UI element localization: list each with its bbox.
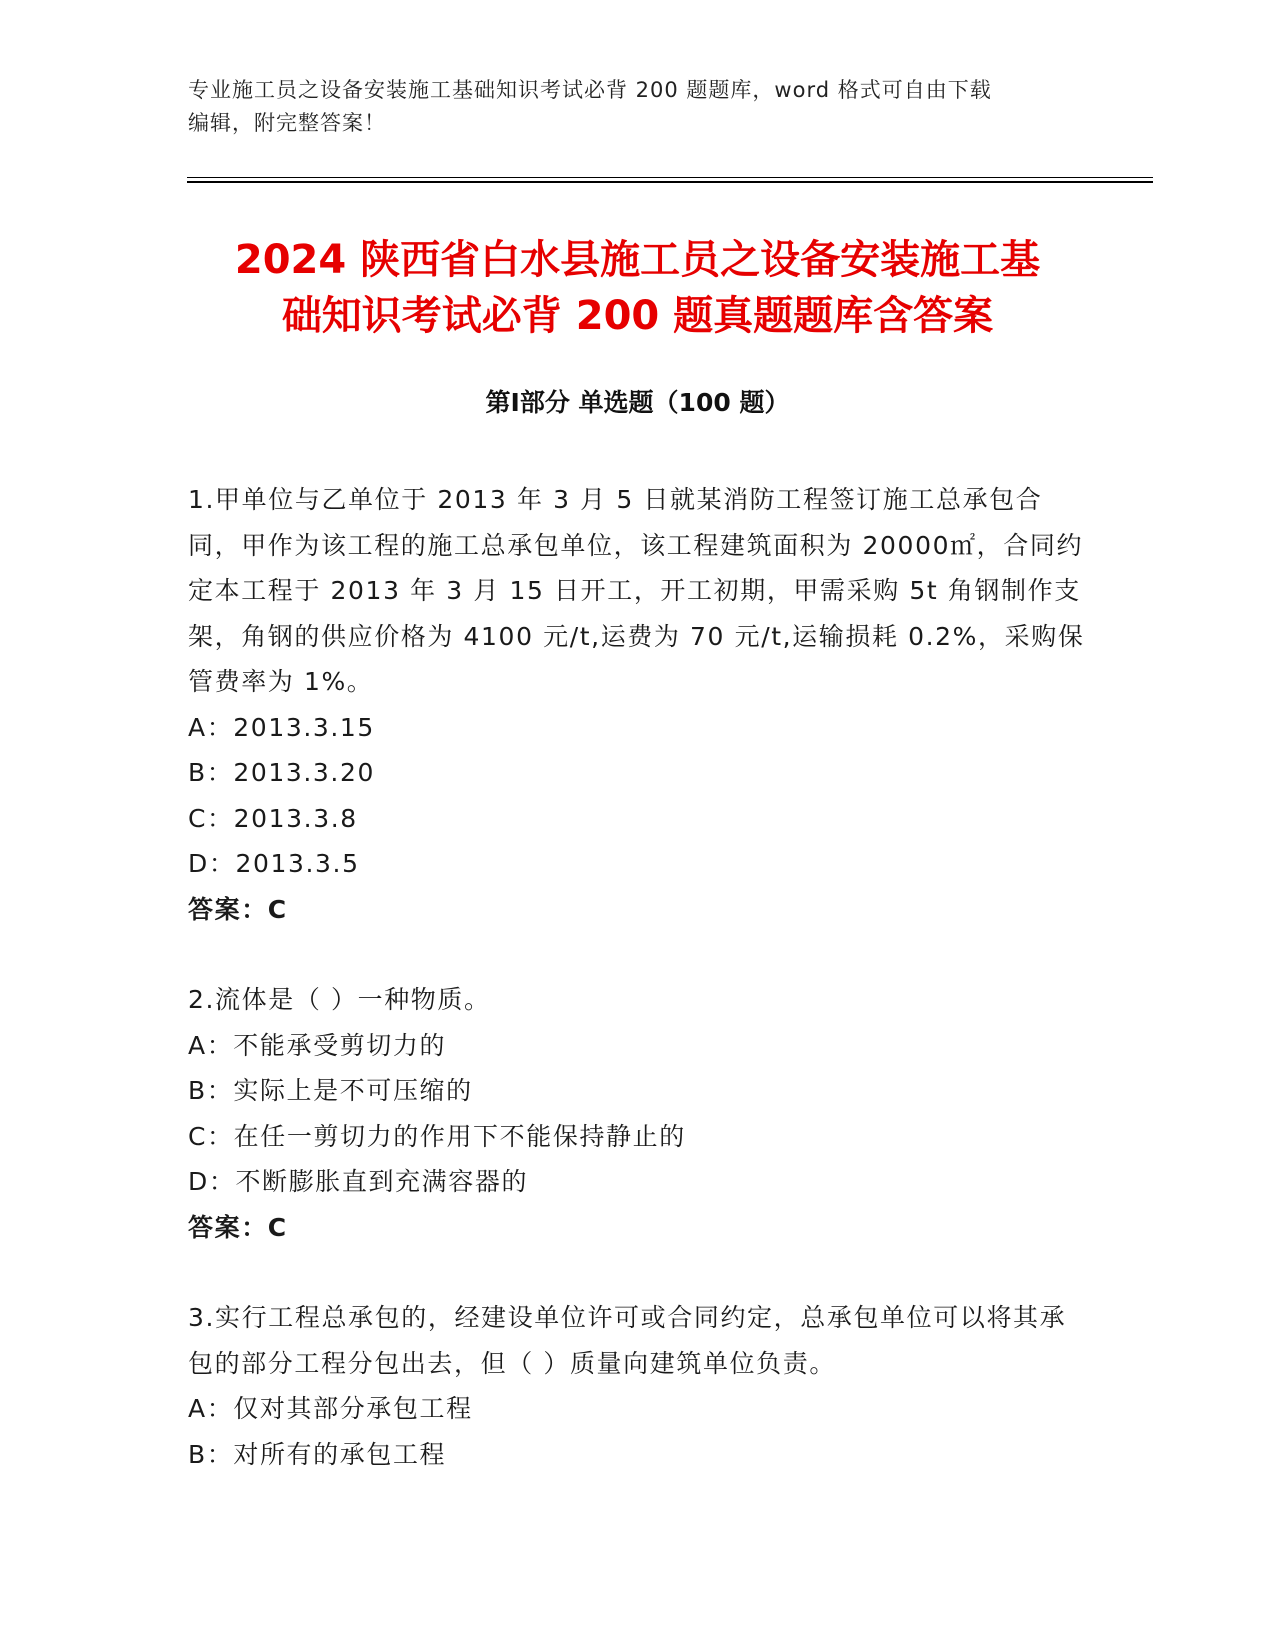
section-title: 第Ⅰ部分 单选题（100 题）: [485, 388, 790, 417]
question-list: [188, 477, 1088, 1522]
question-stem: 1.甲单位与乙单位于 2013 年 3 月 5 日就某消防工程签订施工总承包合同，甲作为该工程的施工总承包单位，该工程建筑面积为 20000㎡，合同约定本工程于 2013 年 3 月 15 日开工，开工初期，甲需采购 5t 角钢制作支架，角钢的供应价格为 4100 元/t,运费为 70 元/t,运输损耗 0.2%，采购保管费率为 1%。: [188, 485, 1085, 696]
question-1: [188, 477, 1088, 932]
option-c: C：2013.3.8: [188, 803, 358, 833]
question-stem: 3.实行工程总承包的，经建设单位许可或合同约定，总承包单位可以将其承包的部分工程分包出去，但（ ）质量向建筑单位负责。: [188, 1303, 1067, 1378]
option-b: B：2013.3.20: [188, 758, 375, 787]
document-title-line-1: 2024 陕西省白水县施工员之设备安装施工基: [234, 237, 1041, 283]
option-a: A：2013.3.15: [188, 712, 375, 742]
document-title: [160, 232, 1115, 344]
option-d: D：不断膨胀直到充满容器的: [188, 1167, 529, 1196]
header-note-line-1: 专业施工员之设备安装施工基础知识考试必背 200 题题库，word 格式可自由下载: [188, 78, 992, 102]
answer-line: 答案：C: [188, 894, 288, 924]
option-a: A：不能承受剪切力的: [188, 1030, 447, 1060]
option-d: D：2013.3.5: [188, 849, 360, 878]
header-note-line-2: 编辑，附完整答案！: [188, 111, 386, 135]
document-title-line-2: 础知识考试必背 200 题真题题库含答案: [281, 293, 994, 339]
option-b: B：对所有的承包工程: [188, 1439, 447, 1469]
question-3: [188, 1295, 1088, 1477]
question-stem: 2.流体是（ ）一种物质。: [188, 985, 491, 1014]
option-a: A：仅对其部分承包工程: [188, 1394, 473, 1423]
answer-line: 答案：C: [188, 1212, 288, 1242]
option-b: B：实际上是不可压缩的: [188, 1076, 473, 1105]
header-divider-thick: [187, 181, 1153, 183]
header-note: [188, 74, 1088, 140]
question-2: [188, 977, 1088, 1250]
header-divider-thin: [187, 177, 1153, 178]
option-c: C：在任一剪切力的作用下不能保持静止的: [188, 1121, 686, 1151]
